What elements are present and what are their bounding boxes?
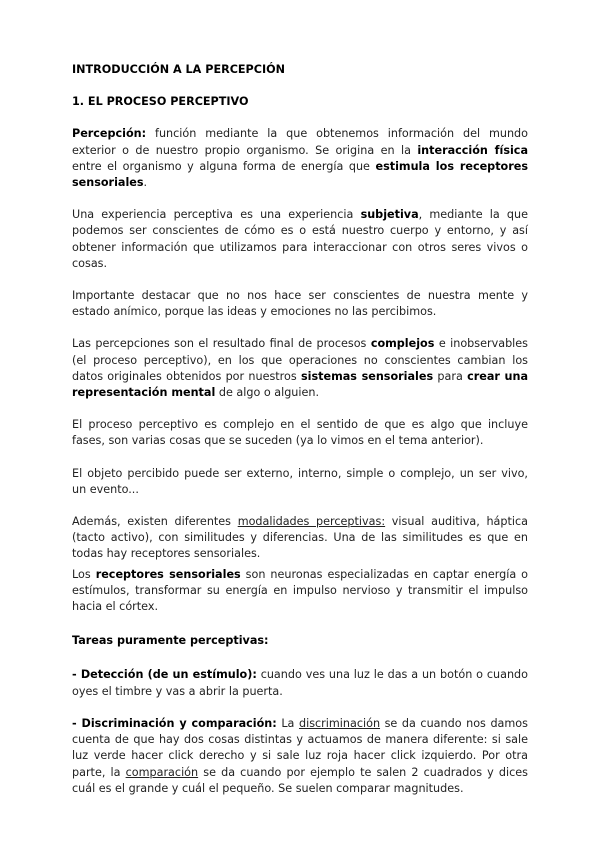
paragraph-proceso: El proceso perceptivo es complejo en el sentido de que es algo que incluye fases, son varias cosas que se suceden (ya lo vimos en el tema anterior). bbox=[72, 418, 528, 448]
paragraph-percepciones: Las percepciones son el resultado final de procesos complejos e inobservables (el proceso perceptivo), en los que operaciones no conscientes cambian los datos originales obtenidos por nuestros sistemas sensoriales para crear una representación mental de algo o alguien. bbox=[72, 337, 529, 400]
term-percepcion: Percepción: bbox=[72, 127, 147, 141]
paragraph-modalidades: Además, existen diferentes modalidades perceptivas: visual auditiva, háptica (tacto activo), con similitudes y diferencias. Una de las similitudes es que en todas hay receptores sensoriales. bbox=[72, 515, 528, 561]
paragraph-experiencia: Una experiencia perceptiva es una experiencia subjetiva, mediante la que podemos ser conscientes de cómo es o está nuestro cuerpo y entorno, y así obtener información que utilizamos para interaccionar con otros seres vivos o cosas. bbox=[72, 208, 528, 270]
document-page bbox=[72, 62, 528, 797]
task-discriminacion: - Discriminación y comparación: La discriminación se da cuando nos damos cuenta de que hay dos cosas distintas y actuamos de manera diferente: si sale luz verde hacer click derecho y si sale luz roja hacer click izquierdo. Por otra parte, la comparación se da cuando por ejemplo te salen 2 cuadrados y dices cuál es el grande y cuál el pequeño. Se suelen comparar magnitudes. bbox=[72, 716, 528, 795]
document-title: INTRODUCCIÓN A LA PERCEPCIÓN bbox=[72, 63, 285, 76]
tasks-heading: Tareas puramente perceptivas: bbox=[72, 634, 269, 648]
section-title: 1. EL PROCESO PERCEPTIVO bbox=[72, 95, 249, 109]
task-deteccion: - Detección (de un estímulo): cuando ves una luz le das a un botón o cuando oyes el timbre y vas a abrir la puerta. bbox=[72, 668, 528, 698]
paragraph-receptores: Los receptores sensoriales son neuronas especializadas en captar energía o estímulos, transformar su energía en impulso nervioso y transmitir el impulso hacia el córtex. bbox=[72, 567, 529, 614]
paragraph-objeto: El objeto percibido puede ser externo, interno, simple o complejo, un ser vivo, un evento... bbox=[72, 466, 528, 496]
paragraph-percepcion: Percepción: función mediante la que obtenemos información del mundo exterior o de nuestro propio organismo. Se origina en la interacción física entre el organismo y alguna forma de energía que estimula los receptores sensoriales. bbox=[72, 127, 528, 190]
paragraph-importante: Importante destacar que no nos hace ser conscientes de nuestra mente y estado anímico, porque las ideas y emociones no las percibimos. bbox=[72, 289, 528, 319]
